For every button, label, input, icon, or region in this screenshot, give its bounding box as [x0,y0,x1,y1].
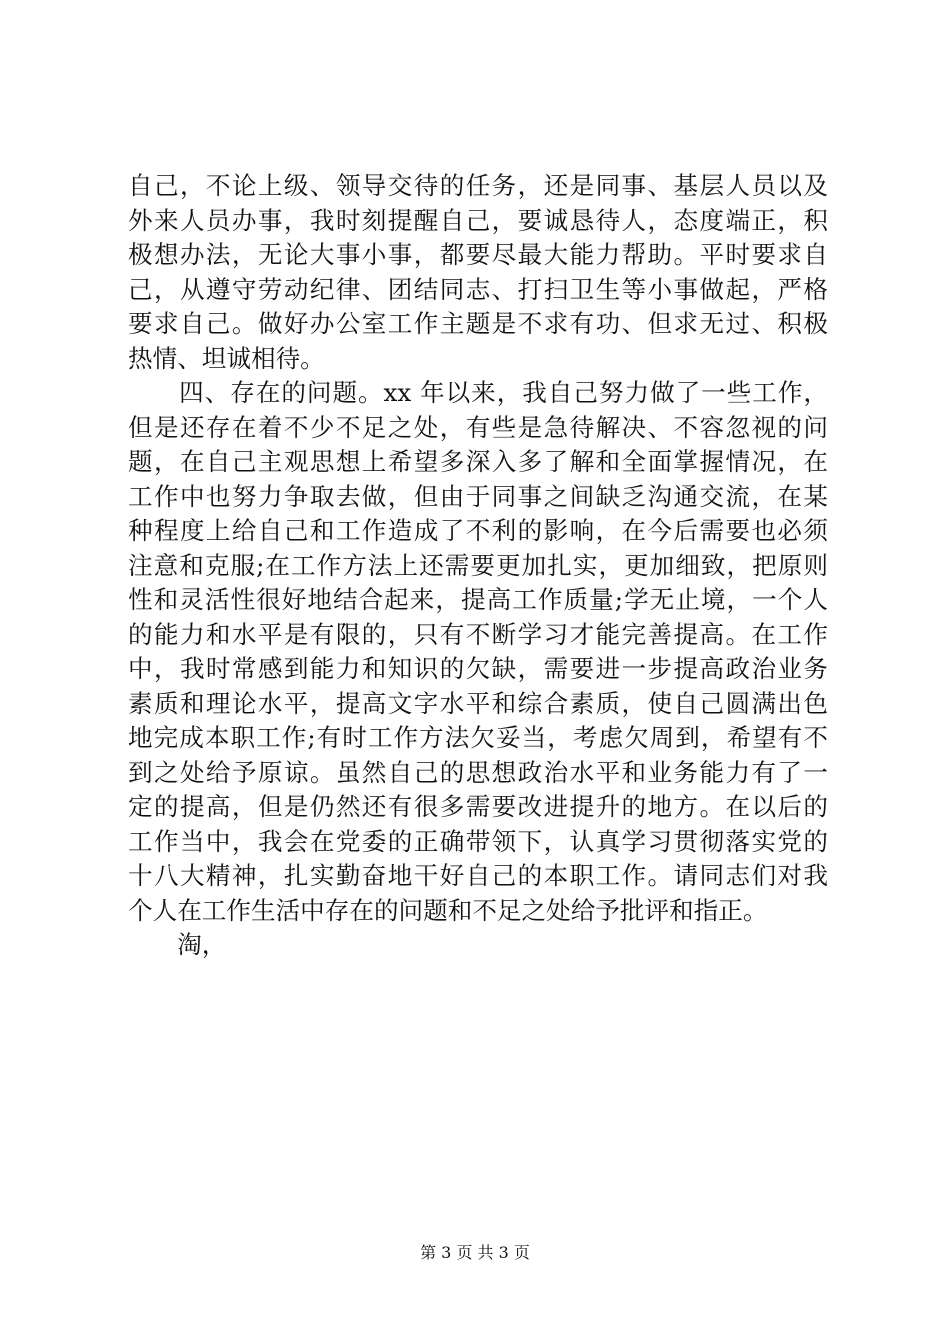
text-line: 素质和理论水平，提高文字水平和综合素质，使自己圆满出色 [128,688,828,718]
text-line: 种程度上给自己和工作造成了不利的影响，在今后需要也必须 [128,516,828,545]
text-line: 定的提高，但是仍然还有很多需要改进提升的地方。在以后的 [128,792,828,821]
text-line: 的能力和水平是有限的，只有不断学习才能完善提高。在工作 [128,619,828,649]
text-line: 外来人员办事，我时刻提醒自己，要诚恳待人，态度端正，积 [128,205,828,235]
text-line: 工作中也努力争取去做，但由于同事之间缺乏沟通交流，在某 [128,481,828,511]
text-line: 己，从遵守劳动纪律、团结同志、打扫卫生等小事做起，严格 [128,274,828,304]
text-line: 要求自己。做好办公室工作主题是不求有功、但求无过、积极 [128,309,828,338]
text-line: 自己，不论上级、领导交待的任务，还是同事、基层人员以及 [128,171,828,200]
text-line: 到之处给予原谅。虽然自己的思想政治水平和业务能力有了一 [128,757,828,787]
page-number-footer: 第 3 页 共 3 页 [420,1243,530,1262]
text-line: 性和灵活性很好地结合起来，提高工作质量;学无止境，一个人 [128,585,828,614]
text-line: 注意和克服;在工作方法上还需要更加扎实，更加细致，把原则 [128,550,828,580]
text-line: 热情、坦诚相待。 [128,343,325,373]
text-line: 工作当中，我会在党委的正确带领下，认真学习贯彻落实党的 [128,826,828,856]
body-text [128,169,828,963]
text-line: 淘， [128,930,227,959]
text-line: 极想办法，无论大事小事，都要尽最大能力帮助。平时要求自 [128,240,828,269]
text-line: 个人在工作生活中存在的问题和不足之处给予批评和指正。 [128,895,768,925]
text-line: 地完成本职工作;有时工作方法欠妥当，考虑欠周到，希望有不 [128,723,828,752]
text-line: 十八大精神，扎实勤奋地干好自己的本职工作。请同志们对我 [128,861,828,890]
text-line: 但是还存在着不少不足之处，有些是急待解决、不容忽视的问 [128,412,828,442]
text-line: 中，我时常感到能力和知识的欠缺，需要进一步提高政治业务 [128,654,828,683]
text-line: 四、存在的问题。xx 年以来，我自己努力做了一些工作， [128,378,828,407]
text-line: 题，在自己主观思想上希望多深入多了解和全面掌握情况，在 [128,447,828,476]
